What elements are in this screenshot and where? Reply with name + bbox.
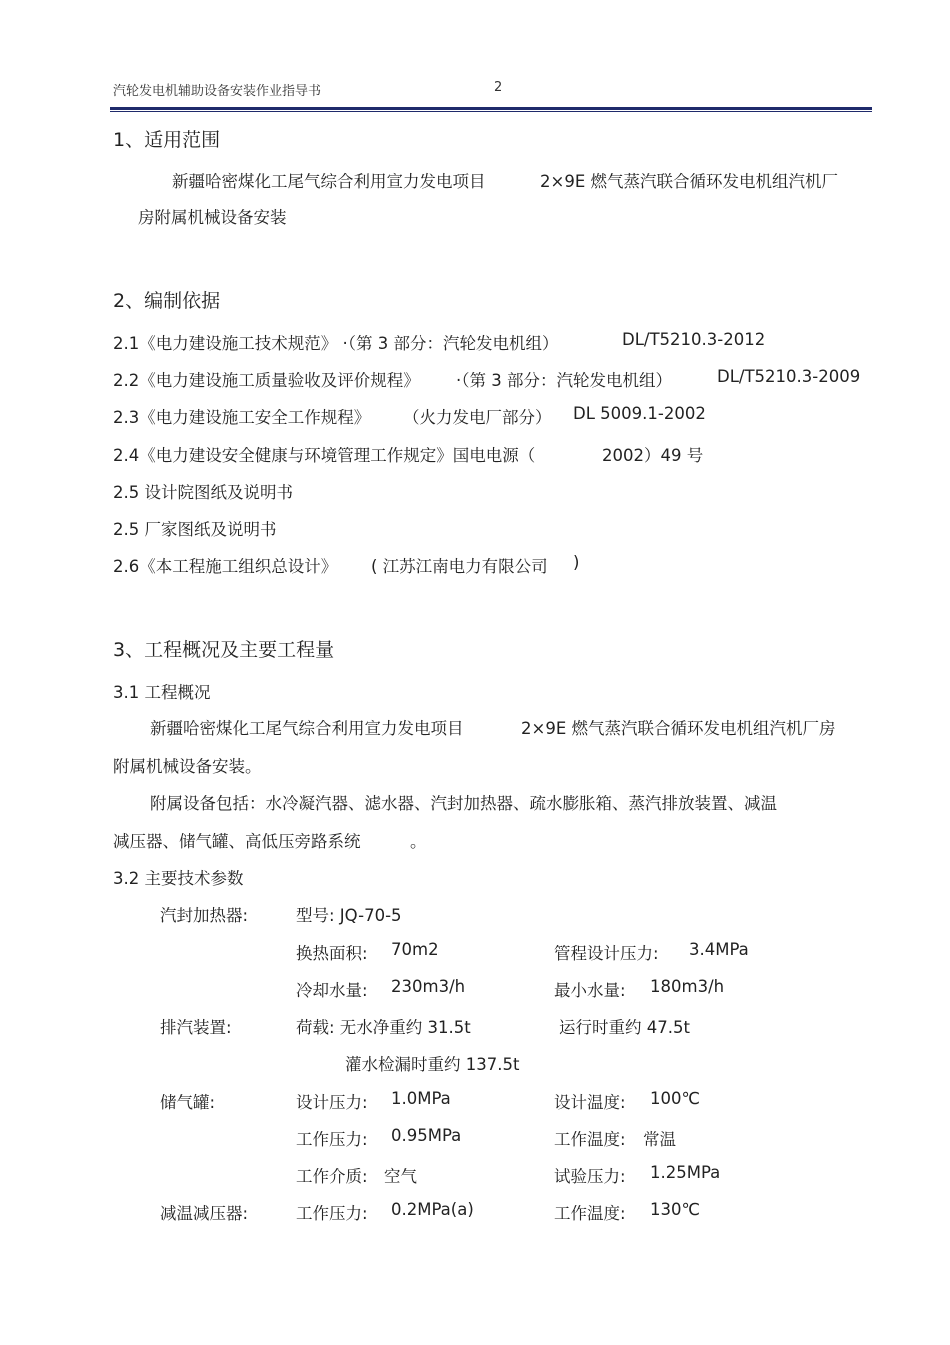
reference-code: DL 5009.1-2002 bbox=[573, 404, 706, 423]
param-label: 工作温度: bbox=[554, 1130, 626, 1149]
param-label: 管程设计压力: bbox=[554, 944, 659, 963]
param-value: 100℃ bbox=[650, 1089, 701, 1108]
param-value: 180m3/h bbox=[650, 977, 725, 996]
param-group-desuperheater: 减温减压器: bbox=[160, 1204, 249, 1223]
subsection-3-2-heading: 3.2 主要技术参数 bbox=[113, 869, 244, 888]
equipment-text-c: 。 bbox=[410, 832, 427, 851]
param-group-exhaust: 排汽装置: bbox=[160, 1018, 232, 1037]
param-value: 70m2 bbox=[391, 940, 439, 959]
reference-item: 2.3《电力建设施工安全工作规程》 bbox=[113, 408, 371, 427]
param-label: 工作压力: bbox=[296, 1204, 368, 1223]
section-2-heading: 2、编制依据 bbox=[113, 290, 221, 312]
param-value: 0.2MPa(a) bbox=[391, 1200, 474, 1219]
reference-code: DL/T5210.3-2009 bbox=[717, 367, 861, 386]
param-label: 工作介质: bbox=[296, 1167, 368, 1186]
param-label: 设计压力: bbox=[296, 1093, 368, 1112]
overview-text-c: 附属机械设备安装。 bbox=[113, 757, 262, 776]
equipment-text-b: 减压器、储气罐、高低压旁路系统 bbox=[113, 832, 361, 851]
subsection-3-1-heading: 3.1 工程概况 bbox=[113, 683, 211, 702]
param-group-tank: 储气罐: bbox=[160, 1093, 216, 1112]
param-label: 冷却水量: bbox=[296, 981, 368, 1000]
header-rule-thin bbox=[110, 111, 872, 112]
param-label: 换热面积: bbox=[296, 944, 368, 963]
reference-code: 2002）49 号 bbox=[602, 446, 704, 465]
reference-item: 2.5 设计院图纸及说明书 bbox=[113, 483, 293, 502]
param-label: 最小水量: bbox=[554, 981, 626, 1000]
param-label: 试验压力: bbox=[554, 1167, 626, 1186]
param-run-weight: 运行时重约 47.5t bbox=[559, 1018, 690, 1037]
reference-item-part: ( 江苏江南电力有限公司 bbox=[371, 557, 548, 576]
param-fill-weight: 灌水检漏时重约 137.5t bbox=[345, 1055, 520, 1074]
reference-item: 2.2《电力建设施工质量验收及评价规程》 bbox=[113, 371, 420, 390]
reference-item-part: ·（第 3 部分：汽轮发电机组） bbox=[456, 371, 672, 390]
section-1-heading: 1、适用范围 bbox=[113, 129, 221, 151]
param-model: 型号: JQ-70-5 bbox=[296, 906, 402, 925]
param-value: 3.4MPa bbox=[689, 940, 749, 959]
param-group-seal-heater: 汽封加热器: bbox=[160, 906, 249, 925]
param-value: 0.95MPa bbox=[391, 1126, 462, 1145]
reference-code: DL/T5210.3-2012 bbox=[622, 330, 766, 349]
param-label: 工作压力: bbox=[296, 1130, 368, 1149]
reference-item: 2.5 厂家图纸及说明书 bbox=[113, 520, 277, 539]
param-label: 工作温度: bbox=[554, 1204, 626, 1223]
equipment-text-a: 附属设备包括：水冷凝汽器、滤水器、汽封加热器、疏水膨胀箱、蒸汽排放装置、减温 bbox=[150, 794, 777, 813]
document-header-title: 汽轮发电机辅助设备安装作业指导书 bbox=[113, 84, 322, 99]
section-1-text-b: 2×9E 燃气蒸汽联合循环发电机组汽机厂 bbox=[540, 172, 838, 191]
reference-item: 2.6《本工程施工组织总设计》 bbox=[113, 557, 338, 576]
param-label: 设计温度: bbox=[554, 1093, 626, 1112]
param-value: 空气 bbox=[384, 1167, 417, 1186]
reference-item: 2.1《电力建设施工技术规范》 ·（第 3 部分：汽轮发电机组） bbox=[113, 334, 559, 353]
reference-item-part: ) bbox=[573, 553, 580, 572]
param-value: 1.25MPa bbox=[650, 1163, 721, 1182]
header-rule bbox=[110, 107, 872, 110]
param-load: 荷载: 无水净重约 31.5t bbox=[296, 1018, 471, 1037]
overview-text-a: 新疆哈密煤化工尾气综合利用宣力发电项目 bbox=[150, 719, 464, 738]
page-number: 2 bbox=[494, 80, 503, 95]
section-1-text-a: 新疆哈密煤化工尾气综合利用宣力发电项目 bbox=[172, 172, 486, 191]
section-3-heading: 3、工程概况及主要工程量 bbox=[113, 639, 335, 661]
param-value: 230m3/h bbox=[391, 977, 466, 996]
param-value: 130℃ bbox=[650, 1200, 701, 1219]
reference-item: 2.4《电力建设安全健康与环境管理工作规定》国电电源（ bbox=[113, 446, 536, 465]
section-1-text-c: 房附属机械设备安装 bbox=[138, 208, 287, 227]
param-value: 1.0MPa bbox=[391, 1089, 451, 1108]
param-value: 常温 bbox=[643, 1130, 676, 1149]
overview-text-b: 2×9E 燃气蒸汽联合循环发电机组汽机厂房 bbox=[521, 719, 836, 738]
reference-item-part: （火力发电厂部分） bbox=[403, 408, 552, 427]
